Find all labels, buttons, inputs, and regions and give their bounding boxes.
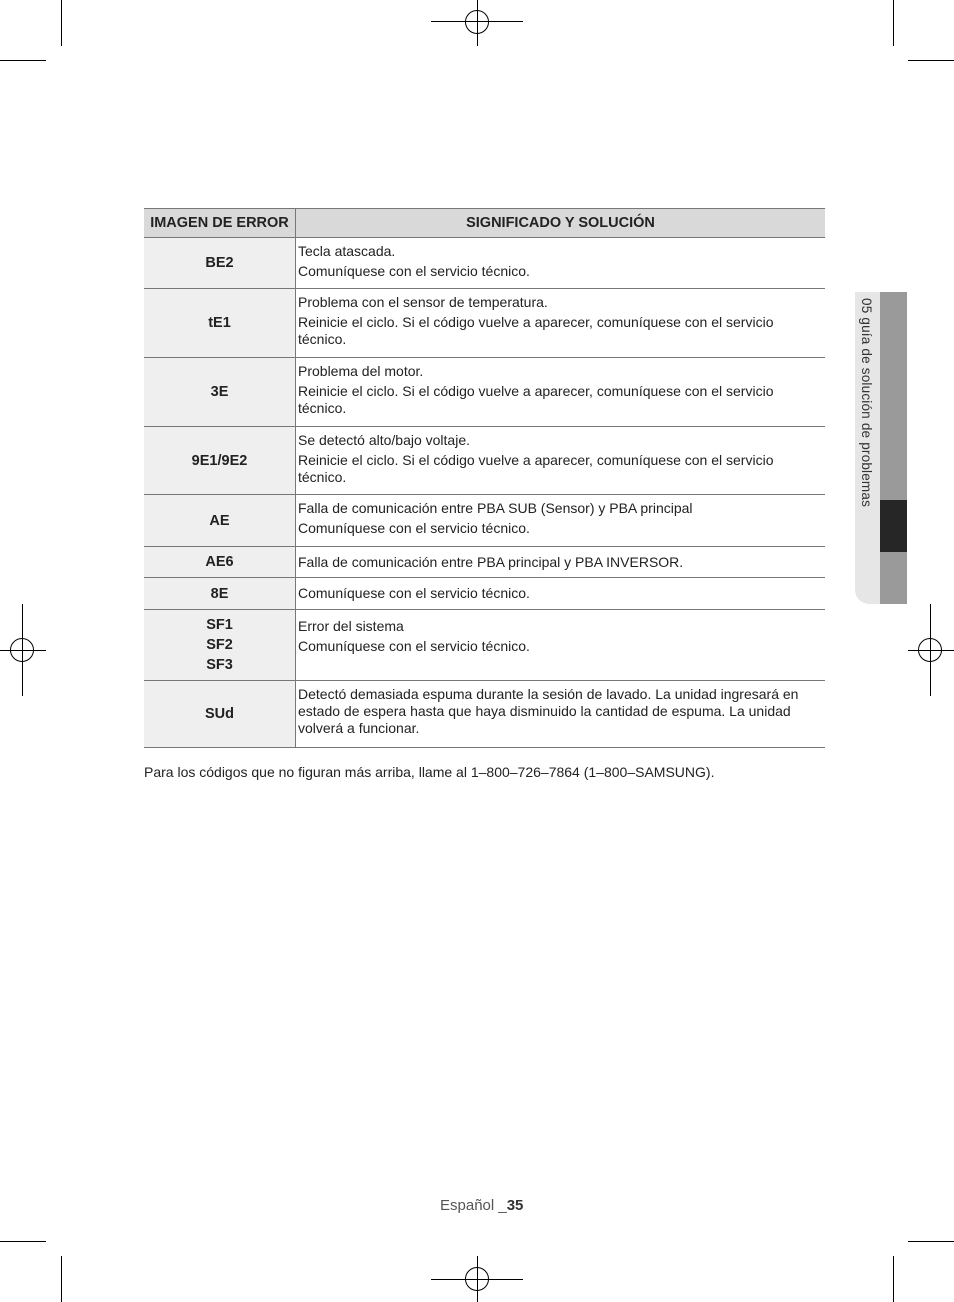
column-header-meaning-solution: SIGNIFICADO Y SOLUCIÓN — [296, 209, 826, 238]
table-row — [144, 610, 825, 681]
error-code-text: AE6 — [205, 554, 234, 570]
page-footer — [440, 1197, 523, 1214]
description-line: Se detectó alto/bajo voltaje. — [298, 432, 471, 448]
chapter-tab-strip — [880, 552, 907, 604]
description-line: Problema del motor. — [298, 363, 424, 379]
error-code — [144, 238, 296, 289]
error-description — [296, 495, 826, 547]
footer-separator: _ — [498, 1197, 507, 1214]
error-code — [144, 289, 296, 358]
page-number: 35 — [506, 1197, 524, 1214]
error-description — [296, 547, 826, 578]
error-code-text: 9E1/9E2 — [191, 452, 248, 469]
error-code-text: SF1 — [206, 617, 233, 633]
description-line: Comuníquese con el servicio técnico. — [298, 263, 530, 279]
description-line: Reinicie el ciclo. Si el código vuelve a aparecer, comuníquese con el servicio técnico. — [298, 452, 774, 485]
error-code-text: BE2 — [205, 255, 234, 271]
error-code — [144, 610, 296, 681]
error-description — [296, 427, 826, 495]
error-code-text: 3E — [210, 384, 229, 400]
registration-mark-circle — [465, 1267, 489, 1291]
error-code-text: tE1 — [208, 315, 231, 331]
crop-mark — [908, 1241, 954, 1242]
description-line: Falla de comunicación entre PBA principal y PBA INVERSOR. — [298, 553, 684, 570]
error-code-text: 8E — [210, 585, 229, 602]
error-description — [296, 681, 826, 748]
description-line: Falla de comunicación entre PBA SUB (Sensor) y PBA principal — [298, 500, 693, 516]
error-code — [144, 427, 296, 495]
table-row — [144, 681, 825, 748]
description-line: Reinicie el ciclo. Si el código vuelve a aparecer, comuníquese con el servicio técnico. — [298, 314, 774, 347]
description-line: Comuníquese con el servicio técnico. — [298, 585, 530, 601]
table-row — [144, 578, 825, 610]
column-header-error-image: IMAGEN DE ERROR — [144, 209, 296, 238]
description-line: Tecla atascada. — [298, 243, 396, 259]
error-code — [144, 578, 296, 610]
crop-mark — [893, 0, 894, 46]
error-description — [296, 610, 826, 681]
table-row — [144, 358, 825, 427]
description-line: Problema con el sensor de temperatura. — [298, 294, 548, 310]
error-description — [296, 358, 826, 427]
description-line: Error del sistema — [298, 618, 404, 634]
crop-mark — [61, 1256, 62, 1302]
footnote: Para los códigos que no figuran más arriba, llame al 1–800–726–7864 (1–800–SAMSUNG). — [144, 764, 715, 780]
description-line: Comuníquese con el servicio técnico. — [298, 638, 530, 654]
registration-mark-circle — [465, 10, 489, 34]
table-row — [144, 427, 825, 495]
error-code-text: SF3 — [206, 657, 233, 673]
footer-language: Español — [440, 1197, 499, 1214]
error-description — [296, 578, 826, 610]
description-line: Comuníquese con el servicio técnico. — [298, 520, 530, 536]
crop-mark — [908, 60, 954, 61]
error-description — [296, 289, 826, 358]
error-code-text: AE — [209, 512, 230, 529]
chapter-label: 05 guía de solución de problemas — [859, 298, 874, 508]
registration-mark-circle — [918, 638, 942, 662]
registration-mark-circle — [10, 638, 34, 662]
chapter-tab-marker — [880, 500, 907, 552]
error-code-text: SUd — [205, 706, 234, 722]
error-code — [144, 681, 296, 748]
chapter-tab-strip — [880, 292, 907, 500]
error-code-table — [144, 208, 825, 748]
error-code-text: SF2 — [206, 637, 233, 653]
table-row — [144, 238, 825, 289]
crop-mark — [0, 60, 46, 61]
table-header-row — [144, 209, 825, 238]
crop-mark — [61, 0, 62, 46]
table-row — [144, 495, 825, 547]
table-row — [144, 289, 825, 358]
error-code — [144, 358, 296, 427]
crop-mark — [893, 1256, 894, 1302]
crop-mark — [0, 1241, 46, 1242]
error-description — [296, 238, 826, 289]
table-row — [144, 547, 825, 578]
error-code — [144, 547, 296, 578]
error-code — [144, 495, 296, 547]
description-line: Detectó demasiada espuma durante la sesión de lavado. La unidad ingresará en estado de espera hasta que haya disminuido la cantidad de espuma. La unidad volverá a funcionar. — [298, 686, 799, 736]
description-line: Reinicie el ciclo. Si el código vuelve a aparecer, comuníquese con el servicio técnico. — [298, 383, 774, 416]
